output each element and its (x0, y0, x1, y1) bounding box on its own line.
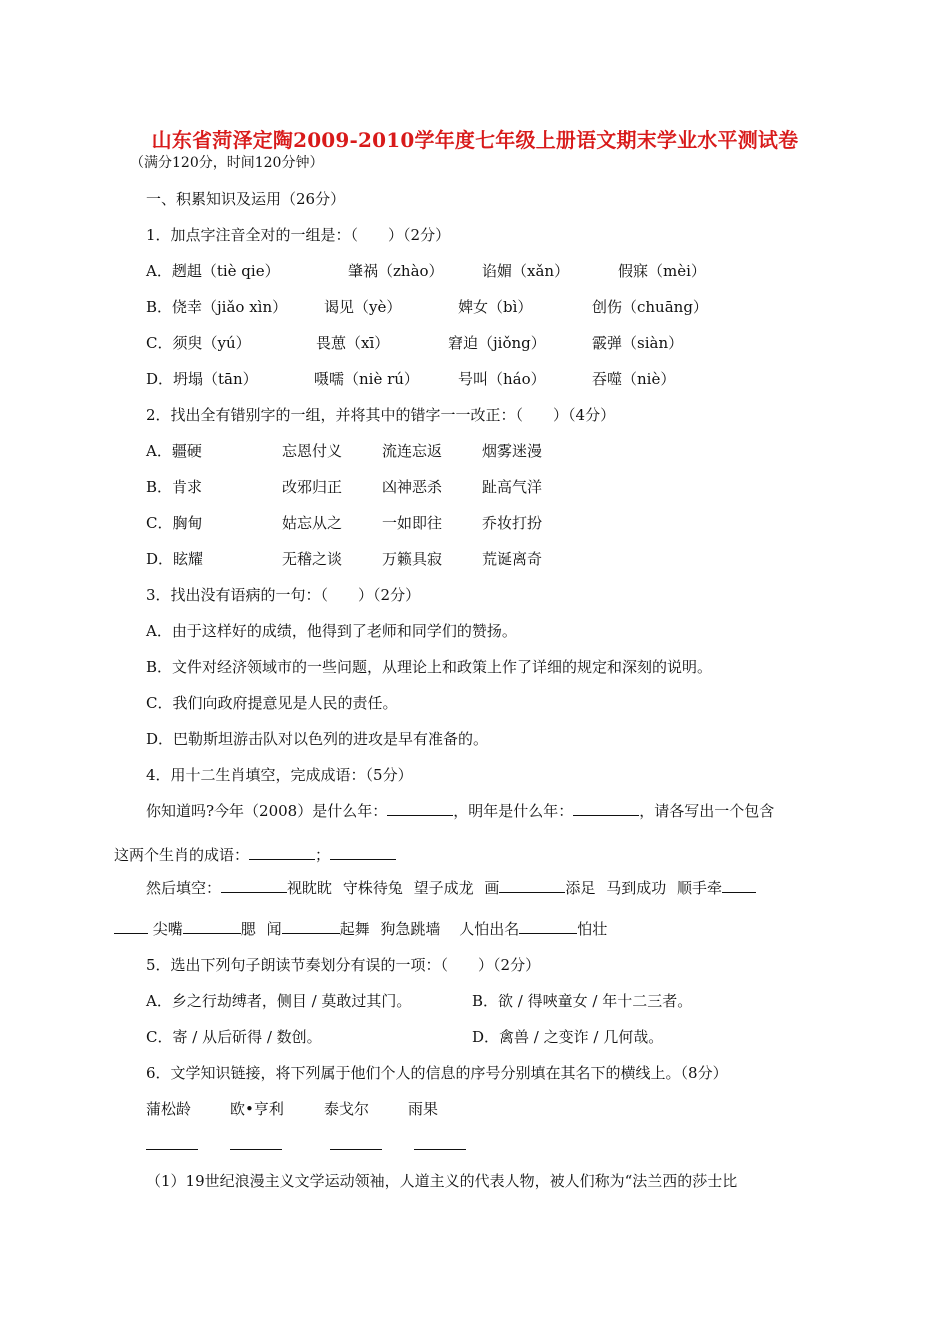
author-name: 雨果 (408, 1100, 439, 1118)
question-5-stem: 5．选出下列句子朗读节奏划分有误的一项：（ ）（2分） (146, 956, 541, 974)
text-segment: 人怕出名 (459, 920, 520, 938)
option-cell: 畏葸（xī） (316, 334, 390, 352)
question-5-option-d: D．禽兽 / 之变诈 / 几何哉。 (472, 1028, 664, 1046)
option-cell: 号叫（háo） (458, 370, 546, 388)
text-segment: 守株待兔 (342, 879, 403, 897)
author-name: 欧•亨利 (230, 1100, 284, 1118)
answer-line[interactable] (330, 1149, 382, 1150)
text-segment: 这两个生肖的成语： (114, 846, 250, 864)
option-cell: D．眩耀 (146, 550, 204, 568)
question-6-item-1: （1）19世纪浪漫主义文学运动领袖，人道主义的代表人物，被人们称为“法兰西的莎士比 (146, 1172, 738, 1190)
option-cell: 趾高气洋 (482, 478, 543, 496)
text-segment: 望子成龙 (413, 879, 474, 897)
answer-line[interactable] (146, 1149, 198, 1150)
option-cell: 假寐（mèi） (618, 262, 706, 280)
question-3-stem: 3．找出没有语病的一句：（ ）（2分） (146, 586, 421, 604)
question-6-stem: 6．文学知识链接，将下列属于他们个人的信息的序号分别填在其名下的横线上。（8分） (146, 1064, 728, 1082)
option-cell: 姑忘从之 (282, 514, 343, 532)
option-cell: 万籁具寂 (382, 550, 443, 568)
text-segment: 视眈眈 (287, 879, 333, 897)
question-5-option-c: C．寄 / 从后斫得 / 数创。 (146, 1028, 322, 1046)
text-segment: 你知道吗?今年（2008）是什么年： (146, 802, 388, 820)
answer-blank[interactable] (221, 878, 287, 893)
option-cell: 婢女（bì） (458, 298, 533, 316)
text-segment: 然后填空： (146, 879, 222, 897)
question-5-option-b: B．欲 / 得唊童女 / 年十二三者。 (472, 992, 693, 1010)
text-segment: 腮 (240, 920, 256, 938)
question-3-option-a: A．由于这样好的成绩，他得到了老师和同学们的赞扬。 (146, 622, 517, 640)
text-segment: 狗急跳墙 (380, 920, 441, 938)
answer-line[interactable] (414, 1149, 466, 1150)
option-cell: B．肯求 (146, 478, 203, 496)
text-segment: 画 (484, 879, 500, 897)
option-cell: 无稽之谈 (282, 550, 343, 568)
text-segment: 闻 (266, 920, 282, 938)
text-segment: 尖嘴 (152, 920, 183, 938)
question-4-fill-line-1 (146, 877, 756, 898)
text-segment: ； (315, 846, 331, 864)
exam-subtitle: （满分120分，时间120分钟） (130, 155, 324, 171)
question-3-option-c: C．我们向政府提意见是人民的责任。 (146, 694, 398, 712)
text-segment: 顺手牵 (677, 879, 723, 897)
question-3-option-d: D．巴勒斯坦游击队对以色列的进攻是早有准备的。 (146, 730, 489, 748)
answer-blank[interactable] (573, 801, 639, 816)
option-cell: 荒诞离奇 (482, 550, 543, 568)
option-cell: C．胸甸 (146, 514, 203, 532)
answer-blank[interactable] (519, 919, 577, 934)
question-1-stem: 1．加点字注音全对的一组是：（ ）（2分） (146, 226, 451, 244)
option-cell: 一如即往 (382, 514, 443, 532)
option-cell: A．趔趄（tiè qie） (146, 262, 280, 280)
question-4-fill-line-2 (114, 918, 607, 939)
option-cell: A．疆硬 (146, 442, 202, 460)
text-segment: 怕壮 (577, 920, 608, 938)
answer-blank[interactable] (183, 919, 241, 934)
answer-blank[interactable] (114, 919, 148, 934)
answer-line[interactable] (230, 1149, 282, 1150)
option-cell: 窘迫（jiǒng） (448, 334, 546, 352)
text-segment: ，请各写出一个包含 (639, 802, 775, 820)
author-name: 蒲松龄 (146, 1100, 192, 1118)
text-segment: ，明年是什么年： (453, 802, 574, 820)
answer-blank[interactable] (722, 878, 756, 893)
option-cell: 谄媚（xǎn） (482, 262, 570, 280)
question-4-paragraph-1 (146, 800, 774, 821)
text-segment: 添足 (565, 879, 596, 897)
option-cell: 流连忘返 (382, 442, 443, 460)
question-4-paragraph-2 (114, 844, 396, 865)
option-cell: 改邪归正 (282, 478, 343, 496)
option-cell: 肇祸（zhào） (348, 262, 444, 280)
option-cell: 创伤（chuāng） (592, 298, 708, 316)
answer-blank[interactable] (387, 801, 453, 816)
question-5-option-a: A．乡之行劫缚者，侧目 / 莫敢过其门。 (146, 992, 412, 1010)
text-segment: 起舞 (339, 920, 370, 938)
option-cell: 凶神恶杀 (382, 478, 443, 496)
answer-blank[interactable] (282, 919, 340, 934)
answer-blank[interactable] (249, 845, 315, 860)
question-4-stem: 4．用十二生肖填空，完成成语：（5分） (146, 766, 413, 784)
option-cell: 嗫嚅（niè rú） (314, 370, 419, 388)
option-cell: 乔妆打扮 (482, 514, 543, 532)
text-segment: 马到成功 (606, 879, 667, 897)
option-cell: 吞噬（niè） (592, 370, 676, 388)
option-cell: 谒见（yè） (324, 298, 402, 316)
section-heading: 一、积累知识及运用（26分） (146, 190, 346, 208)
question-2-stem: 2．找出全有错别字的一组，并将其中的错字一一改正：（ ）（4分） (146, 406, 616, 424)
option-cell: B．侥幸（jiǎo xìn） (146, 298, 288, 316)
option-cell: 烟雾迷漫 (482, 442, 543, 460)
question-3-option-b: B．文件对经济领域市的一些问题，从理论上和政策上作了详细的规定和深刻的说明。 (146, 658, 713, 676)
exam-title: 山东省菏泽定陶2009-2010学年度七年级上册语文期末学业水平测试卷 (151, 128, 799, 152)
option-cell: 忘恩付义 (282, 442, 343, 460)
option-cell: 霰弹（siàn） (592, 334, 684, 352)
option-cell: C．须臾（yú） (146, 334, 251, 352)
answer-blank[interactable] (330, 845, 396, 860)
answer-blank[interactable] (499, 878, 565, 893)
option-cell: D．坍塌（tān） (146, 370, 258, 388)
author-name: 泰戈尔 (324, 1100, 370, 1118)
